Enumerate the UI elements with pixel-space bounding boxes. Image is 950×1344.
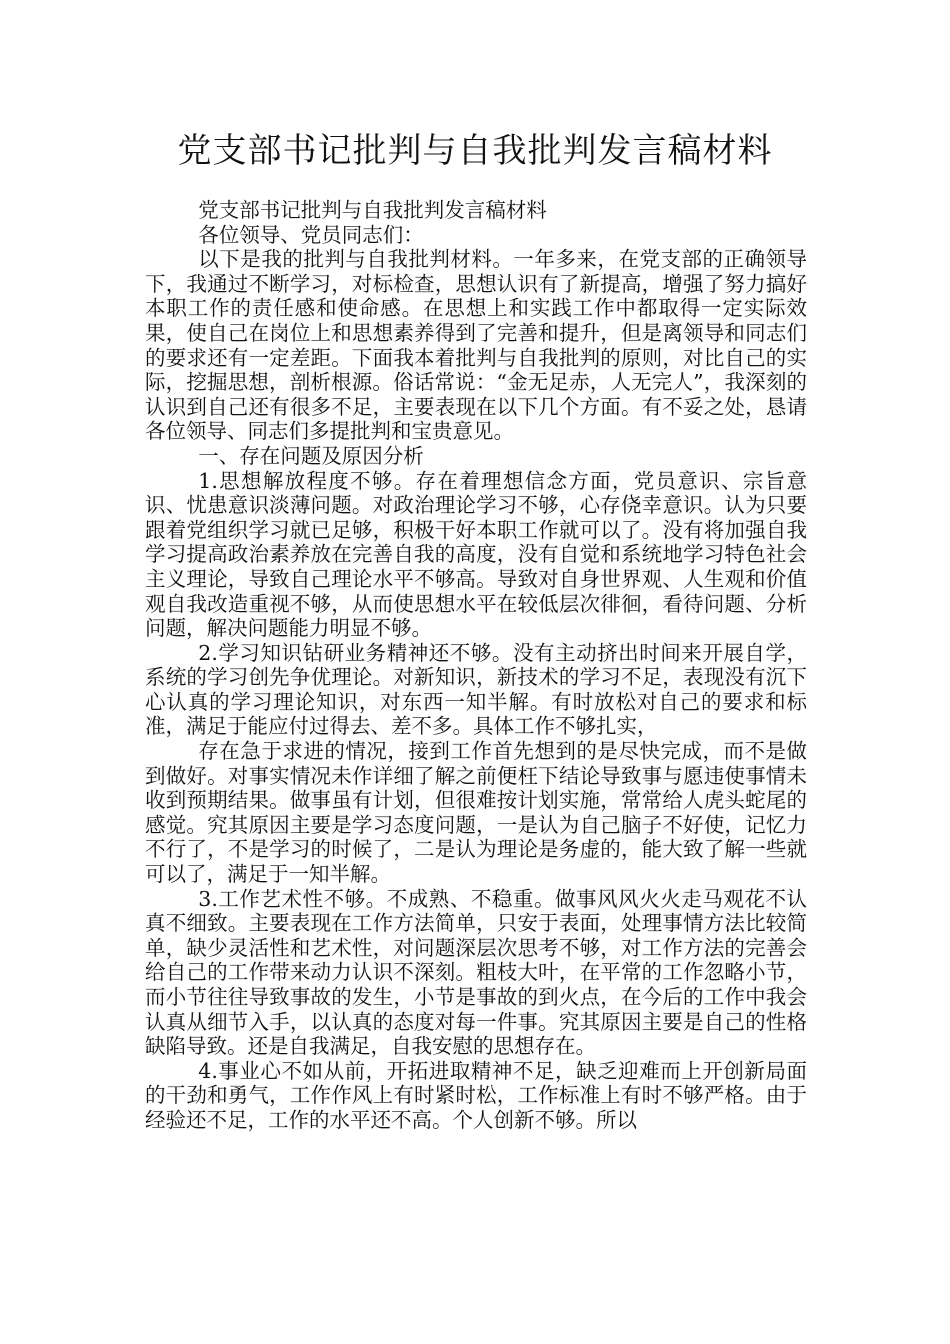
document-body [145,198,807,1133]
body-paragraph-item-4: 4.事业心不如从前，开拓进取精神不足，缺乏迎难而上开创新局面的干劲和勇气，工作作风上有时紧时松，工作标准上有时不够严格。由于经验还不足，工作的水平还不高。个人创新不够。所以 [145,1058,807,1132]
body-paragraph-heading-repeat: 党支部书记批判与自我批判发言稿材料 [198,198,547,222]
body-paragraph-section-heading: 一、存在问题及原因分析 [198,443,424,468]
body-paragraph-item-3: 3.工作艺术性不够。不成熟、不稳重。做事风风火火走马观花不认真不细致。主要表现在工作方法简单，只安于表面，处理事情方法比较简单，缺少灵活性和艺术性，对问题深层次思考不够，对工作方法的完善会给自己的工作带来动力认识不深刻。粗枝大叶，在平常的工作忽略小节，而小节往往导致事故的发生，小节是事故的到火点，在今后的工作中我会认真从细节入手，以认真的态度对每一件事。究其原因主要是自己的性格缺陷导致。还是自我满足，自我安慰的思想存在。 [145,886,807,1059]
document-title: 党支部书记批判与自我批判发言稿材料 [177,131,773,171]
body-paragraph-salutation: 各位领导、党员同志们： [198,222,424,247]
body-paragraph-item-2-continued: 存在急于求进的情况，接到工作首先想到的是尽快完成，而不是做到做好。对事实情况未作详细了解之前便枉下结论导致事与愿违使事情未收到预期结果。做事虽有计划，但很难按计划实施，常常给人虎头蛇尾的感觉。究其原因主要是学习态度问题，一是认为自己脑子不好使，记忆力不行了，不是学习的时候了，二是认为理论是务虚的，能大致了解一些就可以了，满足于一知半解。 [145,739,807,887]
body-paragraph-item-2: 2.学习知识钻研业务精神还不够。没有主动挤出时间来开展自学，系统的学习创先争优理论。对新知识，新技术的学习不足，表现没有沉下心认真的学习理论知识，对东西一知半解。有时放松对自己的要求和标准，满足于能应付过得去、差不多。具体工作不够扎实， [145,640,807,739]
body-paragraph-item-1: 1.思想解放程度不够。存在着理想信念方面，党员意识、宗旨意识、忧患意识淡薄问题。对政治理论学习不够，心存侥幸意识。认为只要跟着党组织学习就已足够，积极干好本职工作就可以了。没有将加强自我学习提高政治素养放在完善自我的高度，没有自觉和系统地学习特色社会主义理论，导致自己理论水平不够高。导致对自身世界观、人生观和价值观自我改造重视不够，从而使思想水平在较低层次徘徊，看待问题、分析问题，解决问题能力明显不够。 [145,468,807,641]
body-paragraph-intro: 以下是我的批判与自我批判材料。一年多来，在党支部的正确领导下，我通过不断学习，对标检查，思想认识有了新提高，增强了努力搞好本职工作的责任感和使命感。在思想上和实践工作中都取得一定实际效果，使自己在岗位上和思想素养得到了完善和提升，但是离领导和同志们的要求还有一定差距。下面我本着批判与自我批判的原则，对比自己的实际，挖掘思想，剖析根源。俗话常说：“金无足赤，人无完人”，我深刻的认识到自己还有很多不足，主要表现在以下几个方面。有不妥之处，恳请各位领导、同志们多提批判和宝贵意见。 [145,247,807,444]
